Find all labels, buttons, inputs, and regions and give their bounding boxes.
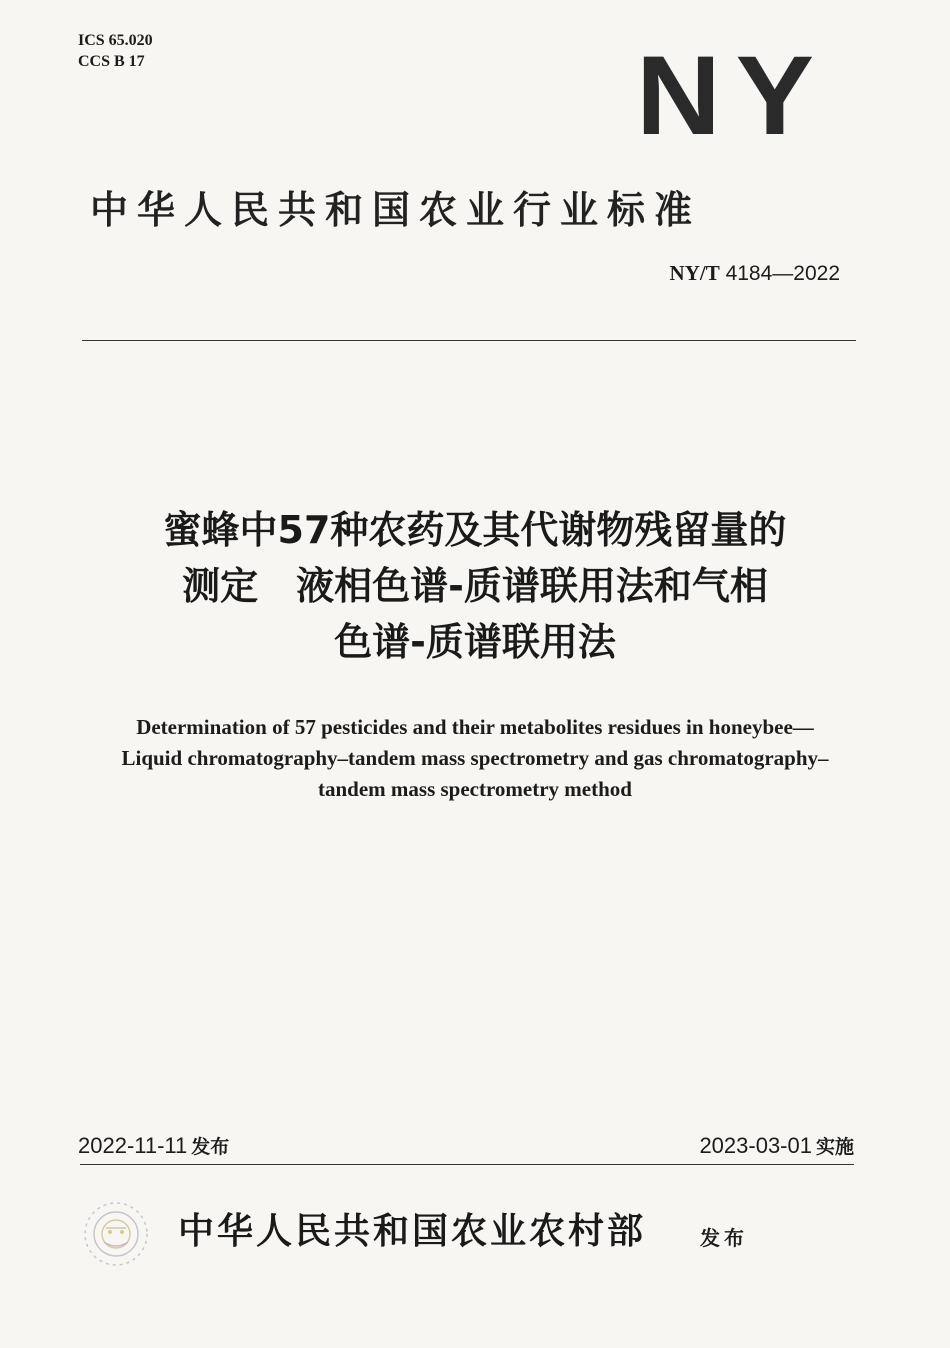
chinese-title-line1: 蜜蜂中57种农药及其代谢物残留量的	[163, 508, 787, 552]
chinese-title-line3: 色谱-质谱联用法	[334, 620, 616, 664]
issued-label: 发布	[700, 1226, 748, 1250]
ministry-seal-icon	[80, 1198, 152, 1270]
english-title	[60, 712, 890, 805]
effective-date-value: 2023-03-01	[699, 1133, 812, 1158]
effective-label: 实施	[815, 1136, 854, 1158]
ccs-code: CCS B 17	[78, 53, 145, 70]
standard-type-title: 中华人民共和国农业行业标准	[90, 188, 702, 232]
english-title-line1: Determination of 57 pesticides and their metabolites residues in honeybee—	[136, 715, 814, 739]
standard-number-value: 4184—2022	[725, 262, 840, 285]
issuing-authority: 中华人民共和国农业农村部	[178, 1210, 647, 1252]
release-label: 发布	[191, 1136, 230, 1158]
chinese-title	[60, 502, 890, 670]
top-divider	[82, 340, 856, 341]
release-date-value: 2022-11-11	[78, 1133, 188, 1158]
chinese-title-line2: 测定 液相色谱-质谱联用法和气相	[182, 564, 768, 608]
effective-date	[699, 1132, 854, 1159]
standard-number-prefix: NY/T	[669, 261, 720, 285]
english-title-line2: Liquid chromatography–tandem mass spectrometry and gas chromatography–	[121, 746, 829, 770]
standard-number	[670, 261, 840, 286]
english-title-line3: tandem mass spectrometry method	[318, 777, 632, 801]
ics-code: ICS 65.020	[78, 32, 153, 49]
bottom-divider	[80, 1164, 854, 1165]
ny-logo: NY	[636, 33, 829, 158]
release-date	[78, 1132, 229, 1159]
classification-codes	[78, 30, 153, 72]
